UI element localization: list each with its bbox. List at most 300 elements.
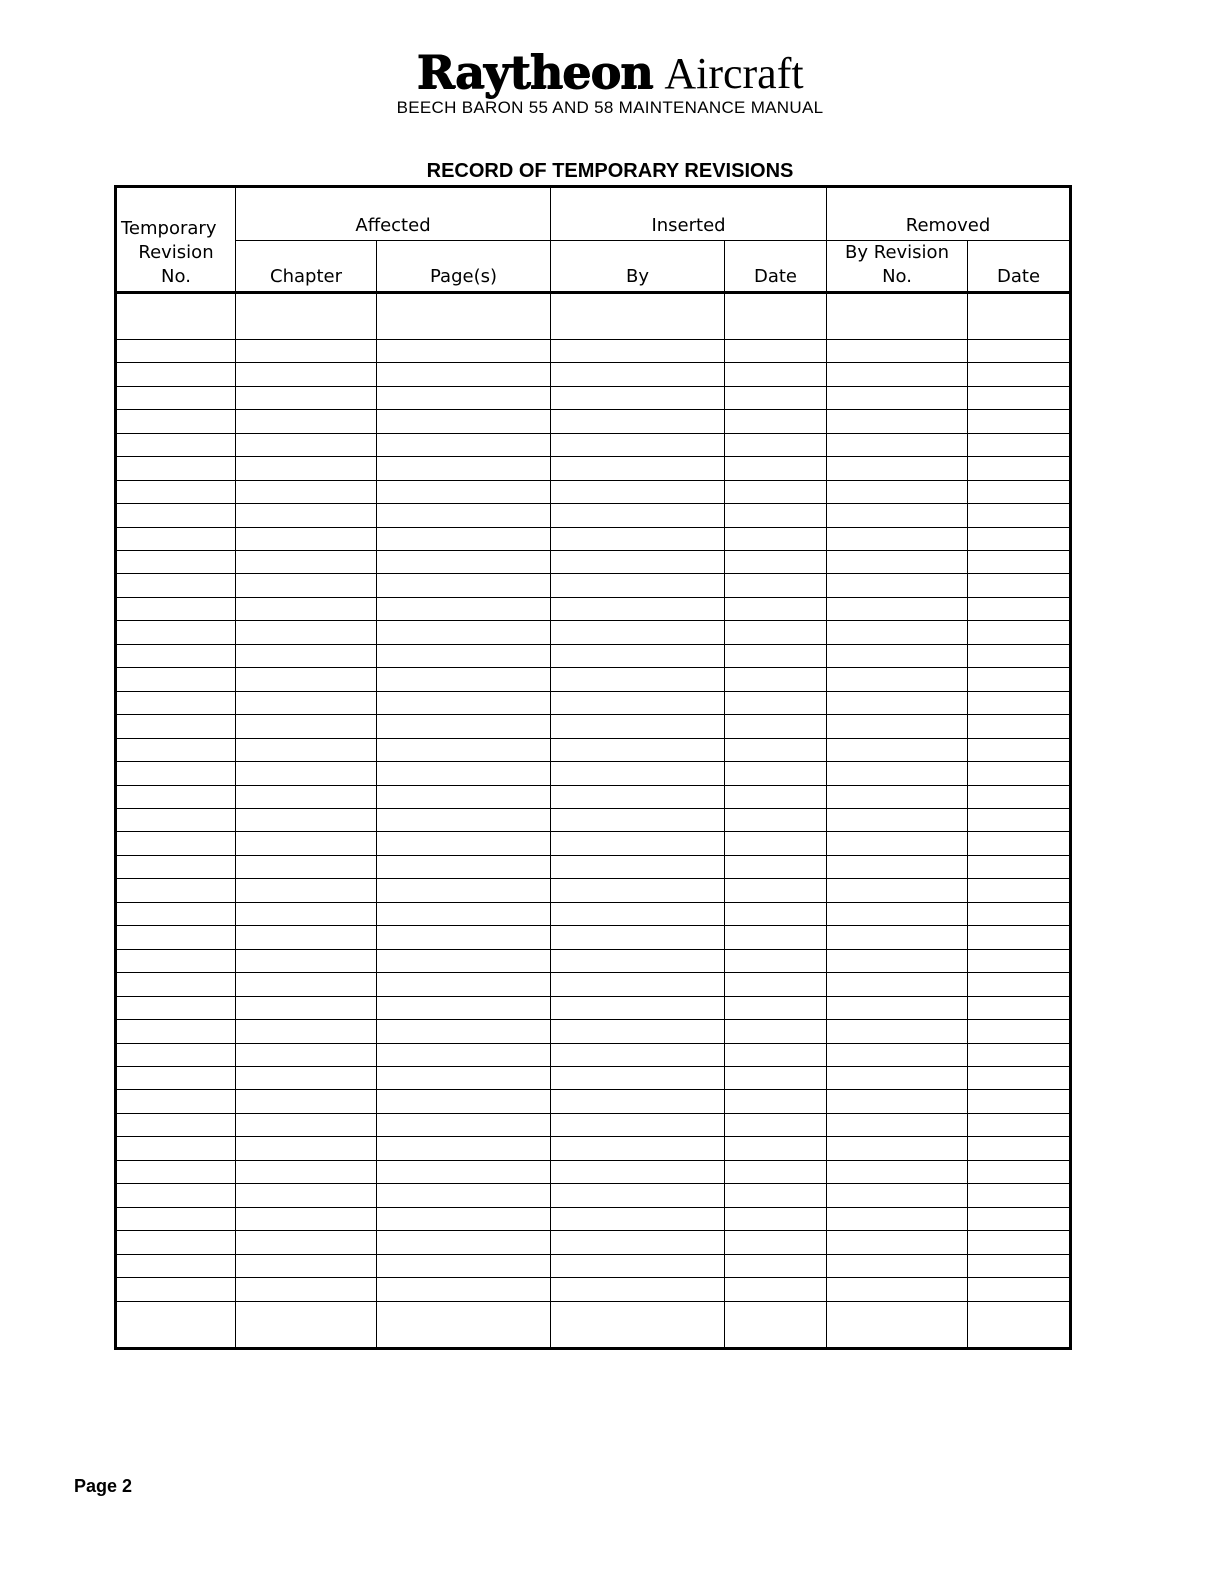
cell-inserted-date[interactable] [725,1160,827,1183]
cell-removed-date[interactable] [968,1184,1071,1207]
cell-inserted-by[interactable] [551,1278,725,1301]
cell-chapter[interactable] [236,363,377,386]
cell-pages[interactable] [377,621,551,644]
cell-removed-by-revision[interactable] [827,1043,968,1066]
cell-temporary-revision-no[interactable] [116,339,236,362]
cell-pages[interactable] [377,1184,551,1207]
cell-removed-date[interactable] [968,551,1071,574]
cell-removed-by-revision[interactable] [827,597,968,620]
cell-chapter[interactable] [236,410,377,433]
cell-temporary-revision-no[interactable] [116,738,236,761]
cell-inserted-date[interactable] [725,855,827,878]
cell-chapter[interactable] [236,949,377,972]
cell-temporary-revision-no[interactable] [116,1278,236,1301]
cell-temporary-revision-no[interactable] [116,996,236,1019]
cell-removed-date[interactable] [968,996,1071,1019]
cell-removed-date[interactable] [968,410,1071,433]
cell-inserted-date[interactable] [725,339,827,362]
cell-removed-by-revision[interactable] [827,1020,968,1043]
cell-inserted-by[interactable] [551,1254,725,1277]
cell-inserted-by[interactable] [551,762,725,785]
cell-temporary-revision-no[interactable] [116,457,236,480]
cell-temporary-revision-no[interactable] [116,1207,236,1230]
cell-inserted-by[interactable] [551,621,725,644]
cell-inserted-by[interactable] [551,973,725,996]
cell-removed-by-revision[interactable] [827,1160,968,1183]
cell-inserted-by[interactable] [551,668,725,691]
cell-pages[interactable] [377,996,551,1019]
cell-removed-by-revision[interactable] [827,386,968,409]
cell-removed-date[interactable] [968,855,1071,878]
cell-chapter[interactable] [236,1184,377,1207]
cell-inserted-by[interactable] [551,691,725,714]
cell-inserted-date[interactable] [725,808,827,831]
cell-inserted-by[interactable] [551,1113,725,1136]
cell-chapter[interactable] [236,1043,377,1066]
cell-removed-by-revision[interactable] [827,527,968,550]
cell-chapter[interactable] [236,973,377,996]
cell-inserted-date[interactable] [725,832,827,855]
cell-pages[interactable] [377,855,551,878]
cell-chapter[interactable] [236,1113,377,1136]
cell-chapter[interactable] [236,1301,377,1349]
cell-inserted-by[interactable] [551,996,725,1019]
cell-chapter[interactable] [236,527,377,550]
cell-removed-date[interactable] [968,1066,1071,1089]
cell-temporary-revision-no[interactable] [116,715,236,738]
cell-inserted-date[interactable] [725,996,827,1019]
cell-inserted-date[interactable] [725,293,827,340]
cell-pages[interactable] [377,293,551,340]
cell-removed-by-revision[interactable] [827,504,968,527]
cell-inserted-date[interactable] [725,738,827,761]
cell-pages[interactable] [377,1278,551,1301]
cell-removed-date[interactable] [968,1160,1071,1183]
cell-removed-date[interactable] [968,879,1071,902]
cell-inserted-date[interactable] [725,457,827,480]
cell-inserted-date[interactable] [725,691,827,714]
cell-inserted-date[interactable] [725,1278,827,1301]
cell-pages[interactable] [377,668,551,691]
cell-removed-date[interactable] [968,339,1071,362]
cell-temporary-revision-no[interactable] [116,597,236,620]
cell-removed-date[interactable] [968,1137,1071,1160]
cell-chapter[interactable] [236,551,377,574]
cell-inserted-date[interactable] [725,1207,827,1230]
cell-removed-by-revision[interactable] [827,551,968,574]
cell-inserted-date[interactable] [725,1113,827,1136]
cell-chapter[interactable] [236,1020,377,1043]
cell-chapter[interactable] [236,1254,377,1277]
cell-pages[interactable] [377,1137,551,1160]
cell-removed-date[interactable] [968,691,1071,714]
cell-chapter[interactable] [236,504,377,527]
cell-chapter[interactable] [236,855,377,878]
cell-removed-by-revision[interactable] [827,363,968,386]
cell-removed-date[interactable] [968,949,1071,972]
cell-temporary-revision-no[interactable] [116,1113,236,1136]
cell-temporary-revision-no[interactable] [116,1137,236,1160]
cell-chapter[interactable] [236,621,377,644]
cell-removed-by-revision[interactable] [827,879,968,902]
cell-removed-by-revision[interactable] [827,949,968,972]
cell-temporary-revision-no[interactable] [116,1066,236,1089]
cell-chapter[interactable] [236,1207,377,1230]
cell-chapter[interactable] [236,762,377,785]
cell-temporary-revision-no[interactable] [116,480,236,503]
cell-chapter[interactable] [236,1160,377,1183]
cell-pages[interactable] [377,1301,551,1349]
cell-inserted-by[interactable] [551,738,725,761]
cell-removed-date[interactable] [968,715,1071,738]
cell-chapter[interactable] [236,691,377,714]
cell-pages[interactable] [377,879,551,902]
cell-temporary-revision-no[interactable] [116,644,236,667]
cell-temporary-revision-no[interactable] [116,1090,236,1113]
cell-chapter[interactable] [236,339,377,362]
cell-removed-by-revision[interactable] [827,855,968,878]
cell-inserted-by[interactable] [551,597,725,620]
cell-inserted-date[interactable] [725,386,827,409]
cell-temporary-revision-no[interactable] [116,293,236,340]
cell-inserted-date[interactable] [725,433,827,456]
cell-inserted-by[interactable] [551,1090,725,1113]
cell-removed-by-revision[interactable] [827,1207,968,1230]
cell-removed-date[interactable] [968,293,1071,340]
cell-temporary-revision-no[interactable] [116,410,236,433]
cell-removed-date[interactable] [968,808,1071,831]
cell-inserted-by[interactable] [551,902,725,925]
cell-inserted-by[interactable] [551,1020,725,1043]
cell-chapter[interactable] [236,1137,377,1160]
cell-removed-by-revision[interactable] [827,1066,968,1089]
cell-inserted-by[interactable] [551,480,725,503]
cell-inserted-by[interactable] [551,644,725,667]
cell-chapter[interactable] [236,738,377,761]
cell-pages[interactable] [377,926,551,949]
cell-chapter[interactable] [236,785,377,808]
cell-removed-date[interactable] [968,785,1071,808]
cell-removed-by-revision[interactable] [827,1184,968,1207]
cell-inserted-date[interactable] [725,1066,827,1089]
cell-chapter[interactable] [236,574,377,597]
cell-inserted-by[interactable] [551,926,725,949]
cell-chapter[interactable] [236,668,377,691]
cell-removed-by-revision[interactable] [827,668,968,691]
cell-inserted-date[interactable] [725,715,827,738]
cell-inserted-date[interactable] [725,902,827,925]
cell-removed-by-revision[interactable] [827,480,968,503]
cell-removed-date[interactable] [968,1113,1071,1136]
cell-temporary-revision-no[interactable] [116,691,236,714]
cell-temporary-revision-no[interactable] [116,762,236,785]
cell-removed-date[interactable] [968,433,1071,456]
cell-removed-by-revision[interactable] [827,808,968,831]
cell-inserted-date[interactable] [725,1090,827,1113]
cell-temporary-revision-no[interactable] [116,855,236,878]
cell-chapter[interactable] [236,926,377,949]
cell-removed-by-revision[interactable] [827,715,968,738]
cell-removed-by-revision[interactable] [827,293,968,340]
cell-pages[interactable] [377,691,551,714]
cell-removed-by-revision[interactable] [827,410,968,433]
cell-removed-by-revision[interactable] [827,1113,968,1136]
cell-chapter[interactable] [236,293,377,340]
cell-removed-by-revision[interactable] [827,832,968,855]
cell-pages[interactable] [377,386,551,409]
cell-pages[interactable] [377,1043,551,1066]
cell-inserted-by[interactable] [551,1301,725,1349]
cell-removed-by-revision[interactable] [827,574,968,597]
cell-inserted-by[interactable] [551,785,725,808]
cell-inserted-by[interactable] [551,457,725,480]
cell-temporary-revision-no[interactable] [116,504,236,527]
cell-temporary-revision-no[interactable] [116,551,236,574]
cell-temporary-revision-no[interactable] [116,433,236,456]
cell-inserted-date[interactable] [725,926,827,949]
cell-pages[interactable] [377,1254,551,1277]
cell-pages[interactable] [377,973,551,996]
cell-inserted-date[interactable] [725,597,827,620]
cell-inserted-date[interactable] [725,1231,827,1254]
cell-inserted-by[interactable] [551,527,725,550]
cell-removed-by-revision[interactable] [827,433,968,456]
cell-inserted-date[interactable] [725,1254,827,1277]
cell-temporary-revision-no[interactable] [116,574,236,597]
cell-pages[interactable] [377,715,551,738]
cell-removed-date[interactable] [968,621,1071,644]
cell-removed-date[interactable] [968,1254,1071,1277]
cell-temporary-revision-no[interactable] [116,386,236,409]
cell-temporary-revision-no[interactable] [116,1160,236,1183]
cell-removed-by-revision[interactable] [827,621,968,644]
cell-chapter[interactable] [236,1066,377,1089]
cell-pages[interactable] [377,504,551,527]
cell-inserted-date[interactable] [725,551,827,574]
cell-removed-date[interactable] [968,1231,1071,1254]
cell-temporary-revision-no[interactable] [116,621,236,644]
cell-removed-date[interactable] [968,1020,1071,1043]
cell-removed-by-revision[interactable] [827,691,968,714]
cell-pages[interactable] [377,1160,551,1183]
cell-pages[interactable] [377,527,551,550]
cell-removed-date[interactable] [968,527,1071,550]
cell-removed-by-revision[interactable] [827,1278,968,1301]
cell-inserted-by[interactable] [551,855,725,878]
cell-inserted-by[interactable] [551,1160,725,1183]
cell-inserted-by[interactable] [551,551,725,574]
cell-inserted-date[interactable] [725,973,827,996]
cell-pages[interactable] [377,480,551,503]
cell-inserted-date[interactable] [725,1184,827,1207]
cell-removed-date[interactable] [968,457,1071,480]
cell-removed-date[interactable] [968,386,1071,409]
cell-inserted-by[interactable] [551,1207,725,1230]
cell-inserted-date[interactable] [725,1301,827,1349]
cell-removed-by-revision[interactable] [827,457,968,480]
cell-pages[interactable] [377,1113,551,1136]
cell-removed-by-revision[interactable] [827,926,968,949]
cell-inserted-by[interactable] [551,832,725,855]
cell-removed-date[interactable] [968,738,1071,761]
cell-inserted-date[interactable] [725,480,827,503]
cell-inserted-date[interactable] [725,668,827,691]
cell-inserted-by[interactable] [551,293,725,340]
cell-chapter[interactable] [236,644,377,667]
cell-inserted-date[interactable] [725,785,827,808]
cell-removed-by-revision[interactable] [827,1231,968,1254]
cell-temporary-revision-no[interactable] [116,1254,236,1277]
cell-removed-by-revision[interactable] [827,762,968,785]
cell-inserted-date[interactable] [725,879,827,902]
cell-removed-date[interactable] [968,762,1071,785]
cell-temporary-revision-no[interactable] [116,902,236,925]
cell-removed-by-revision[interactable] [827,1090,968,1113]
cell-removed-date[interactable] [968,597,1071,620]
cell-inserted-by[interactable] [551,1137,725,1160]
cell-removed-date[interactable] [968,973,1071,996]
cell-removed-date[interactable] [968,504,1071,527]
cell-chapter[interactable] [236,480,377,503]
cell-pages[interactable] [377,902,551,925]
cell-inserted-by[interactable] [551,504,725,527]
cell-pages[interactable] [377,363,551,386]
cell-chapter[interactable] [236,386,377,409]
cell-pages[interactable] [377,1090,551,1113]
cell-pages[interactable] [377,410,551,433]
cell-pages[interactable] [377,785,551,808]
cell-temporary-revision-no[interactable] [116,832,236,855]
cell-removed-date[interactable] [968,902,1071,925]
cell-chapter[interactable] [236,433,377,456]
cell-temporary-revision-no[interactable] [116,808,236,831]
cell-removed-date[interactable] [968,1043,1071,1066]
cell-inserted-by[interactable] [551,433,725,456]
cell-removed-date[interactable] [968,1207,1071,1230]
cell-inserted-by[interactable] [551,808,725,831]
cell-inserted-date[interactable] [725,644,827,667]
cell-removed-date[interactable] [968,480,1071,503]
cell-pages[interactable] [377,1020,551,1043]
cell-temporary-revision-no[interactable] [116,1043,236,1066]
cell-chapter[interactable] [236,902,377,925]
cell-pages[interactable] [377,808,551,831]
cell-pages[interactable] [377,1066,551,1089]
cell-chapter[interactable] [236,597,377,620]
cell-chapter[interactable] [236,808,377,831]
cell-temporary-revision-no[interactable] [116,785,236,808]
cell-removed-date[interactable] [968,926,1071,949]
cell-pages[interactable] [377,551,551,574]
cell-removed-date[interactable] [968,574,1071,597]
cell-pages[interactable] [377,1231,551,1254]
cell-inserted-by[interactable] [551,339,725,362]
cell-inserted-by[interactable] [551,1184,725,1207]
cell-chapter[interactable] [236,832,377,855]
cell-temporary-revision-no[interactable] [116,363,236,386]
cell-inserted-date[interactable] [725,762,827,785]
cell-chapter[interactable] [236,879,377,902]
cell-pages[interactable] [377,457,551,480]
cell-removed-date[interactable] [968,1090,1071,1113]
cell-pages[interactable] [377,832,551,855]
cell-pages[interactable] [377,949,551,972]
cell-inserted-by[interactable] [551,363,725,386]
cell-inserted-date[interactable] [725,1020,827,1043]
cell-removed-by-revision[interactable] [827,996,968,1019]
cell-inserted-date[interactable] [725,504,827,527]
cell-inserted-by[interactable] [551,1231,725,1254]
cell-temporary-revision-no[interactable] [116,949,236,972]
cell-temporary-revision-no[interactable] [116,1301,236,1349]
cell-inserted-date[interactable] [725,527,827,550]
cell-removed-by-revision[interactable] [827,973,968,996]
cell-removed-date[interactable] [968,832,1071,855]
cell-pages[interactable] [377,433,551,456]
cell-chapter[interactable] [236,715,377,738]
cell-inserted-by[interactable] [551,1066,725,1089]
cell-removed-by-revision[interactable] [827,902,968,925]
cell-inserted-by[interactable] [551,574,725,597]
cell-inserted-date[interactable] [725,574,827,597]
cell-removed-by-revision[interactable] [827,785,968,808]
cell-removed-by-revision[interactable] [827,1301,968,1349]
cell-pages[interactable] [377,644,551,667]
cell-inserted-by[interactable] [551,879,725,902]
cell-inserted-date[interactable] [725,363,827,386]
cell-temporary-revision-no[interactable] [116,973,236,996]
cell-pages[interactable] [377,597,551,620]
cell-removed-by-revision[interactable] [827,644,968,667]
cell-inserted-date[interactable] [725,1043,827,1066]
cell-chapter[interactable] [236,1231,377,1254]
cell-inserted-by[interactable] [551,386,725,409]
cell-inserted-by[interactable] [551,715,725,738]
cell-removed-date[interactable] [968,1301,1071,1349]
cell-temporary-revision-no[interactable] [116,1020,236,1043]
cell-removed-by-revision[interactable] [827,339,968,362]
cell-removed-date[interactable] [968,668,1071,691]
cell-inserted-by[interactable] [551,1043,725,1066]
cell-inserted-by[interactable] [551,410,725,433]
cell-temporary-revision-no[interactable] [116,926,236,949]
cell-inserted-date[interactable] [725,949,827,972]
cell-temporary-revision-no[interactable] [116,668,236,691]
cell-removed-by-revision[interactable] [827,1137,968,1160]
cell-pages[interactable] [377,738,551,761]
cell-temporary-revision-no[interactable] [116,879,236,902]
cell-temporary-revision-no[interactable] [116,527,236,550]
cell-inserted-date[interactable] [725,1137,827,1160]
cell-chapter[interactable] [236,1278,377,1301]
cell-inserted-by[interactable] [551,949,725,972]
cell-temporary-revision-no[interactable] [116,1184,236,1207]
cell-temporary-revision-no[interactable] [116,1231,236,1254]
cell-chapter[interactable] [236,996,377,1019]
cell-chapter[interactable] [236,457,377,480]
cell-removed-date[interactable] [968,363,1071,386]
cell-pages[interactable] [377,1207,551,1230]
cell-pages[interactable] [377,762,551,785]
cell-inserted-date[interactable] [725,410,827,433]
cell-removed-date[interactable] [968,1278,1071,1301]
cell-removed-by-revision[interactable] [827,1254,968,1277]
cell-inserted-date[interactable] [725,621,827,644]
cell-pages[interactable] [377,339,551,362]
cell-chapter[interactable] [236,1090,377,1113]
cell-removed-by-revision[interactable] [827,738,968,761]
cell-pages[interactable] [377,574,551,597]
